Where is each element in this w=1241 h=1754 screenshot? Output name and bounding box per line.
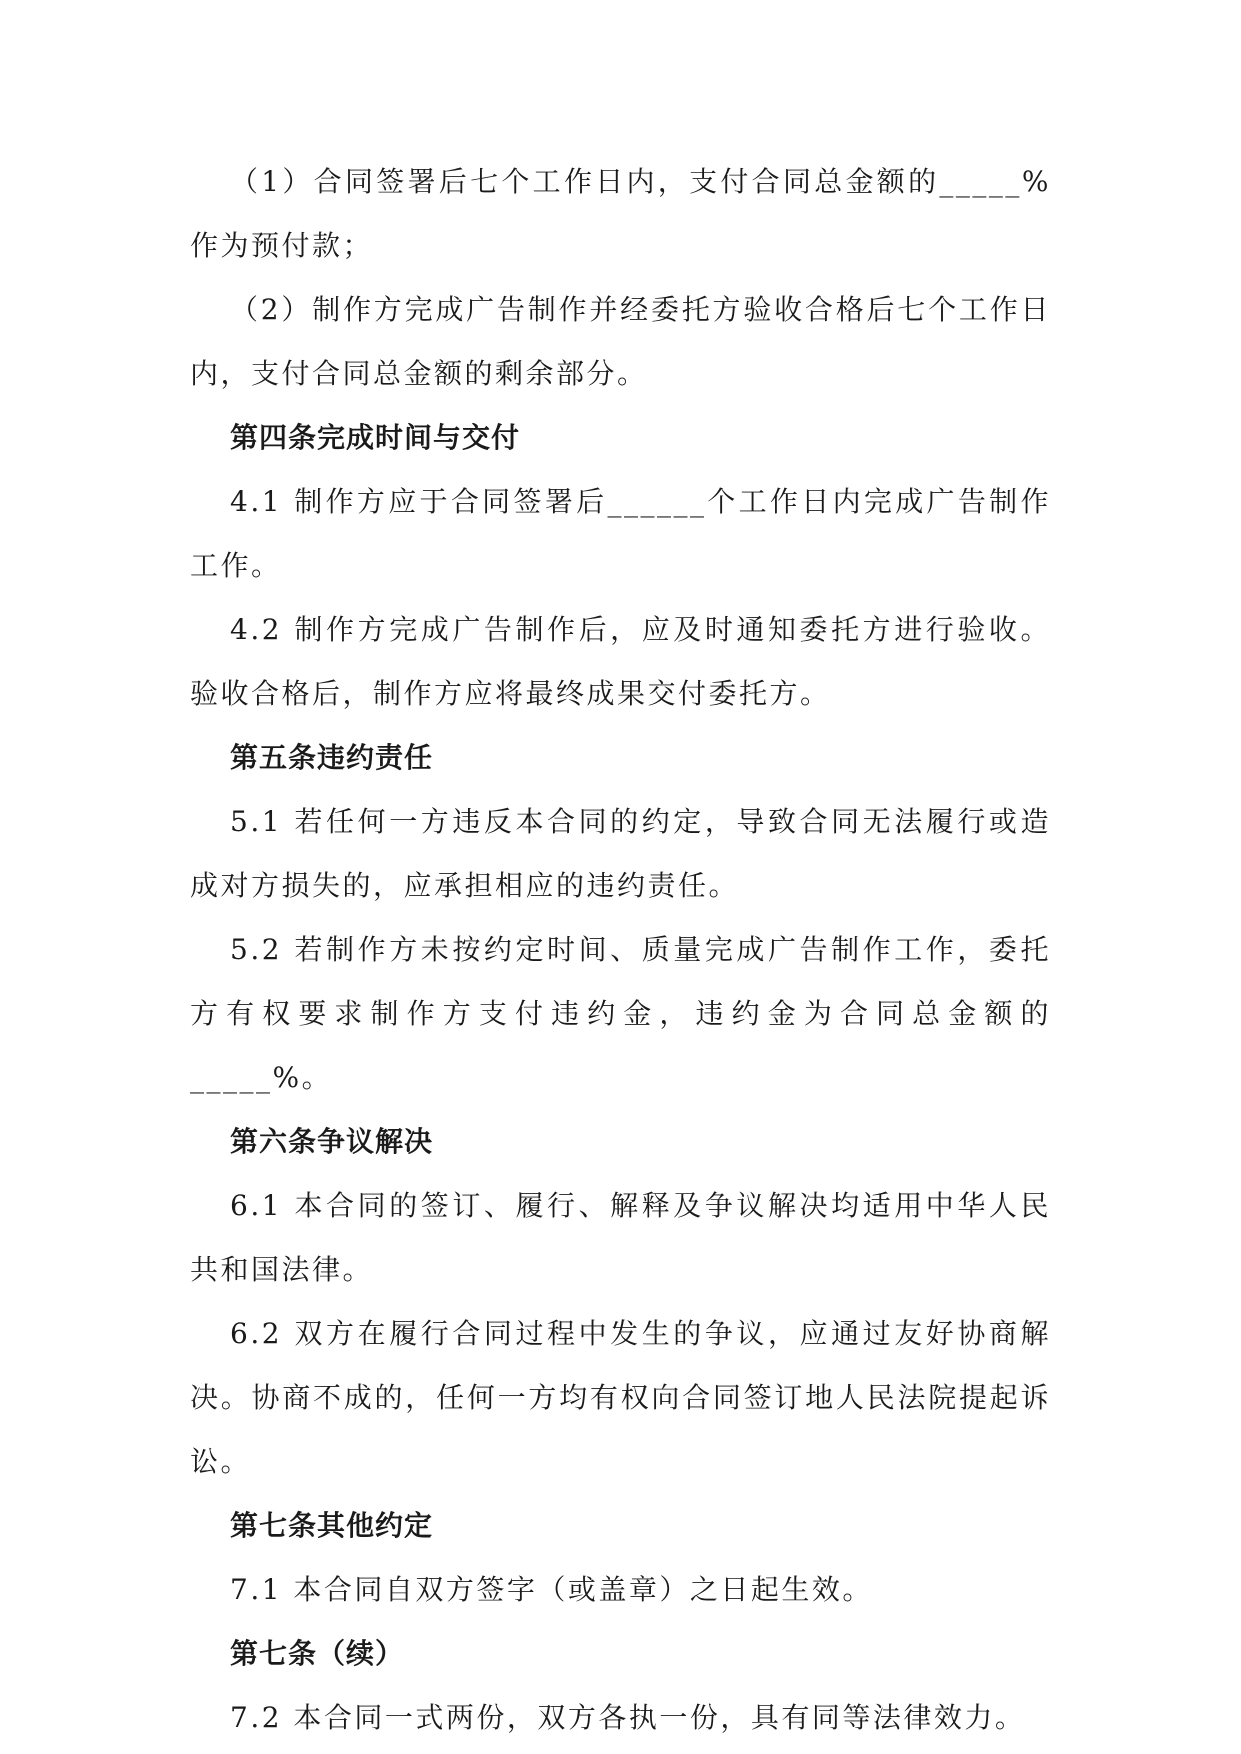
clause-paragraph: 6.1 本合同的签订、履行、解释及争议解决均适用中华人民共和国法律。: [190, 1189, 1051, 1286]
section-heading: 第七条（续）: [230, 1637, 405, 1670]
clause-paragraph: 4.2 制作方完成广告制作后，应及时通知委托方进行验收。验收合格后，制作方应将最终成果交付委托方。: [190, 613, 1051, 710]
clause-paragraph: 6.2 双方在履行合同过程中发生的争议，应通过友好协商解决。协商不成的，任何一方均有权向合同签订地人民法院提起诉讼。: [190, 1317, 1051, 1478]
clause-paragraph: 4.1 制作方应于合同签署后______个工作日内完成广告制作工作。: [190, 485, 1051, 582]
clause-paragraph: （1）合同签署后七个工作日内，支付合同总金额的_____%作为预付款；: [190, 165, 1051, 262]
clause-paragraph: 7.2 本合同一式两份，双方各执一份，具有同等法律效力。: [230, 1701, 1026, 1734]
clause-paragraph: 7.1 本合同自双方签字（或盖章）之日起生效。: [230, 1573, 873, 1606]
section-heading: 第六条争议解决: [230, 1125, 434, 1158]
section-heading: 第七条其他约定: [230, 1509, 434, 1542]
clause-paragraph: 5.1 若任何一方违反本合同的约定，导致合同无法履行或造成对方损失的，应承担相应的违约责任。: [190, 805, 1051, 902]
clause-paragraph: 5.2 若制作方未按约定时间、质量完成广告制作工作，委托方有权要求制作方支付违约金，违约金为合同总金额的_____%。: [190, 933, 1051, 1094]
clause-paragraph: （2）制作方完成广告制作并经委托方验收合格后七个工作日内，支付合同总金额的剩余部分。: [190, 293, 1051, 390]
section-heading: 第五条违约责任: [230, 741, 434, 774]
section-heading: 第四条完成时间与交付: [230, 421, 521, 454]
